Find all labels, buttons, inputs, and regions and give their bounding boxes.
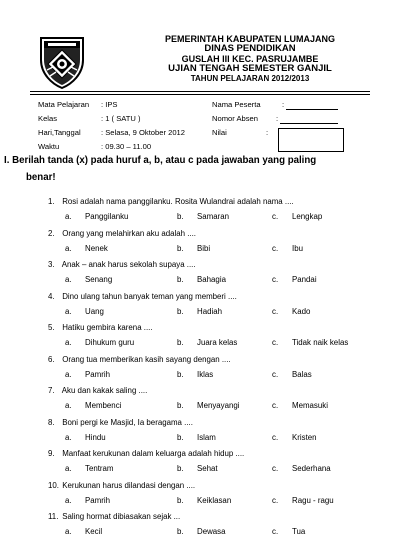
question-item: [48, 481, 195, 490]
section-instruction: [4, 152, 400, 186]
answer-option[interactable]: [65, 244, 108, 253]
question-text: Orang yang melahirkan aku adalah ....: [62, 228, 196, 238]
section-instruction-line2: benar!: [26, 172, 56, 183]
time-value: : 09.30 – 11.00: [101, 142, 152, 151]
option-letter: a.: [65, 212, 72, 221]
subject-label: Mata Pelajaran: [38, 100, 90, 109]
header-line-department: DINAS PENDIDIKAN: [204, 43, 296, 54]
question-number: 11.: [48, 512, 59, 521]
option-text: Dihukum guru: [85, 338, 135, 347]
question-item: [48, 355, 231, 364]
header-divider-thin: [30, 94, 370, 95]
option-text: Panggilanku: [85, 212, 129, 221]
answer-option[interactable]: [272, 370, 312, 379]
option-letter: a.: [65, 527, 72, 536]
question-text: Dino ulang tahun banyak teman yang memberi ....: [62, 291, 237, 301]
option-letter: b.: [177, 275, 184, 284]
option-letter: b.: [177, 243, 184, 253]
option-text: Hadiah: [197, 306, 223, 316]
question-text: Rosi adalah nama panggilanku. Rosita Wulandrai adalah nama ....: [62, 197, 294, 206]
answer-option[interactable]: [272, 338, 348, 347]
section-instruction-line1: I. Berilah tanda (x) pada huruf a, b, atau c pada jawaban yang paling: [4, 155, 317, 166]
question-text: Boni pergi ke Masjid, Ia beragama ....: [62, 417, 193, 427]
option-letter: a.: [65, 338, 72, 347]
option-letter: c.: [272, 243, 279, 253]
answer-option[interactable]: [177, 527, 226, 536]
score-box[interactable]: [278, 128, 344, 152]
answer-option[interactable]: [65, 433, 106, 442]
option-letter: c.: [272, 527, 279, 536]
option-letter: c.: [272, 432, 279, 442]
option-letter: b.: [177, 495, 184, 505]
answer-option[interactable]: [65, 338, 134, 347]
question-number: 10.: [48, 480, 59, 490]
option-text: Iklas: [197, 369, 214, 379]
question-item: [48, 512, 180, 521]
option-text: Tentram: [85, 464, 114, 473]
option-text: Samaran: [197, 212, 230, 221]
option-letter: b.: [177, 306, 184, 316]
answer-option[interactable]: [177, 401, 240, 410]
answer-option[interactable]: [272, 527, 305, 536]
absence-number-label: Nomor Absen: [212, 114, 259, 123]
answer-option[interactable]: [272, 307, 310, 316]
option-text: Sederhana: [292, 464, 331, 473]
question-item: [48, 418, 193, 427]
option-text: Juara kelas: [197, 338, 238, 347]
header-lines: [100, 34, 400, 84]
question-item: [48, 260, 196, 269]
time-label: Waktu: [38, 142, 60, 151]
date-label: Hari,Tanggal: [38, 128, 81, 137]
document-header: [0, 0, 400, 92]
answer-option[interactable]: [65, 307, 104, 316]
option-letter: b.: [177, 464, 184, 473]
answer-option[interactable]: [272, 401, 328, 410]
option-text: Kado: [292, 306, 311, 316]
option-letter: c.: [272, 212, 279, 221]
option-text: Kecil: [85, 527, 103, 536]
option-letter: b.: [177, 401, 184, 410]
question-number: 2.: [48, 228, 55, 238]
question-number: 9.: [48, 449, 55, 458]
question-number: 7.: [48, 386, 55, 395]
question-text: Kerukunan harus dilandasi dengan ....: [62, 480, 196, 490]
answer-option[interactable]: [272, 464, 331, 473]
option-text: Lengkap: [292, 212, 323, 221]
question-item: [48, 386, 147, 395]
header-line-exam: UJIAN TENGAH SEMESTER GANJIL: [168, 63, 332, 74]
option-text: Bahagia: [197, 275, 226, 284]
answer-option[interactable]: [65, 527, 102, 536]
info-row-class: [38, 113, 378, 127]
option-text: Keiklasan: [197, 495, 232, 505]
participant-name-label: Nama Peserta: [212, 100, 261, 109]
question-item: [48, 229, 196, 238]
option-text: Tua: [292, 527, 306, 536]
absence-number-field[interactable]: [276, 114, 338, 124]
answer-option[interactable]: [65, 370, 110, 379]
option-text: Uang: [85, 306, 104, 316]
option-text: Menyayangi: [197, 401, 240, 410]
answer-option[interactable]: [272, 496, 334, 505]
score-colon: :: [266, 128, 269, 137]
question-item: [48, 449, 244, 458]
subject-value: : IPS: [101, 100, 118, 109]
class-value: : 1 ( SATU ): [101, 114, 141, 123]
answer-option[interactable]: [272, 244, 303, 253]
question-text: Aku dan kakak saling ....: [61, 386, 148, 395]
answer-option[interactable]: [177, 275, 226, 284]
participant-name-colon: :: [282, 100, 285, 109]
class-label: Kelas: [38, 114, 57, 123]
option-letter: b.: [177, 527, 184, 536]
date-value: : Selasa, 9 Oktober 2012: [101, 128, 186, 137]
option-letter: c.: [272, 275, 279, 284]
absence-number-colon: :: [276, 114, 279, 123]
option-text: Tidak naik kelas: [292, 338, 349, 347]
question-number: 5.: [48, 323, 55, 332]
answer-option[interactable]: [177, 433, 216, 442]
option-letter: c.: [272, 306, 279, 316]
option-text: Ibu: [292, 243, 303, 253]
option-text: Senang: [85, 275, 113, 284]
answer-option[interactable]: [177, 244, 210, 253]
option-letter: b.: [177, 369, 184, 379]
question-number: 4.: [48, 291, 55, 301]
option-text: Dewasa: [197, 527, 226, 536]
option-letter: a.: [65, 401, 72, 410]
header-line-school-year: TAHUN PELAJARAN 2012/2013: [190, 74, 310, 83]
option-text: Balas: [292, 369, 312, 379]
option-letter: c.: [272, 464, 279, 473]
question-number: 3.: [48, 260, 55, 269]
answer-option[interactable]: [272, 212, 322, 221]
lumajang-regency-emblem-icon: [38, 34, 86, 90]
answer-option[interactable]: [177, 464, 218, 473]
score-label: Nilai: [212, 128, 227, 137]
answer-option[interactable]: [272, 433, 317, 442]
question-number: 8.: [48, 417, 55, 427]
option-letter: c.: [272, 495, 279, 505]
option-text: Bibi: [197, 243, 211, 253]
option-letter: a.: [65, 243, 72, 253]
option-letter: a.: [65, 369, 72, 379]
answer-option[interactable]: [65, 401, 121, 410]
answer-option[interactable]: [65, 212, 128, 221]
option-text: Pandai: [292, 275, 317, 284]
option-text: Pamrih: [85, 495, 110, 505]
option-text: Pamrih: [85, 369, 110, 379]
participant-name-field[interactable]: [282, 100, 338, 110]
question-item: [48, 323, 153, 332]
option-letter: c.: [272, 369, 279, 379]
answer-option[interactable]: [65, 275, 112, 284]
option-letter: a.: [65, 464, 72, 473]
option-letter: a.: [65, 306, 72, 316]
question-item: [48, 292, 237, 301]
info-row-subject: [38, 99, 378, 113]
option-text: Kristen: [292, 432, 317, 442]
option-letter: b.: [177, 212, 184, 221]
question-text: Hatiku gembira karena ....: [62, 323, 153, 332]
answer-option[interactable]: [177, 370, 213, 379]
option-letter: a.: [65, 275, 72, 284]
option-letter: a.: [65, 495, 72, 505]
question-number: 1.: [48, 197, 55, 206]
header-line-cluster: GUSLAH III KEC. PASRUJAMBE: [181, 54, 319, 64]
option-text: Nenek: [85, 243, 108, 253]
option-letter: c.: [272, 338, 279, 347]
answer-option[interactable]: [65, 464, 114, 473]
option-text: Memasuki: [292, 401, 328, 410]
option-text: Ragu - ragu: [292, 495, 334, 505]
option-text: Hindu: [85, 432, 106, 442]
question-item: [48, 197, 294, 206]
answer-option[interactable]: [272, 275, 317, 284]
question-text: Saling hormat dibiasakan sejak ...: [62, 512, 181, 521]
answer-option[interactable]: [177, 338, 237, 347]
question-text: Manfaat kerukunan dalam keluarga adalah hidup ....: [62, 449, 245, 458]
option-text: Islam: [197, 432, 216, 442]
option-text: Sehat: [197, 464, 218, 473]
answer-option[interactable]: [177, 212, 229, 221]
option-letter: b.: [177, 338, 184, 347]
answer-option[interactable]: [177, 496, 231, 505]
question-text: Anak – anak harus sekolah supaya ....: [61, 260, 196, 269]
option-letter: b.: [177, 432, 184, 442]
question-text: Orang tua memberikan kasih sayang dengan ....: [62, 354, 231, 364]
option-letter: a.: [65, 432, 72, 442]
question-number: 6.: [48, 354, 55, 364]
header-line-government: PEMERINTAH KABUPATEN LUMAJANG: [165, 34, 335, 44]
answer-option[interactable]: [65, 496, 110, 505]
header-divider-thick: [30, 91, 370, 92]
answer-option[interactable]: [177, 307, 222, 316]
option-text: Membenci: [85, 401, 122, 410]
option-letter: c.: [272, 401, 279, 410]
